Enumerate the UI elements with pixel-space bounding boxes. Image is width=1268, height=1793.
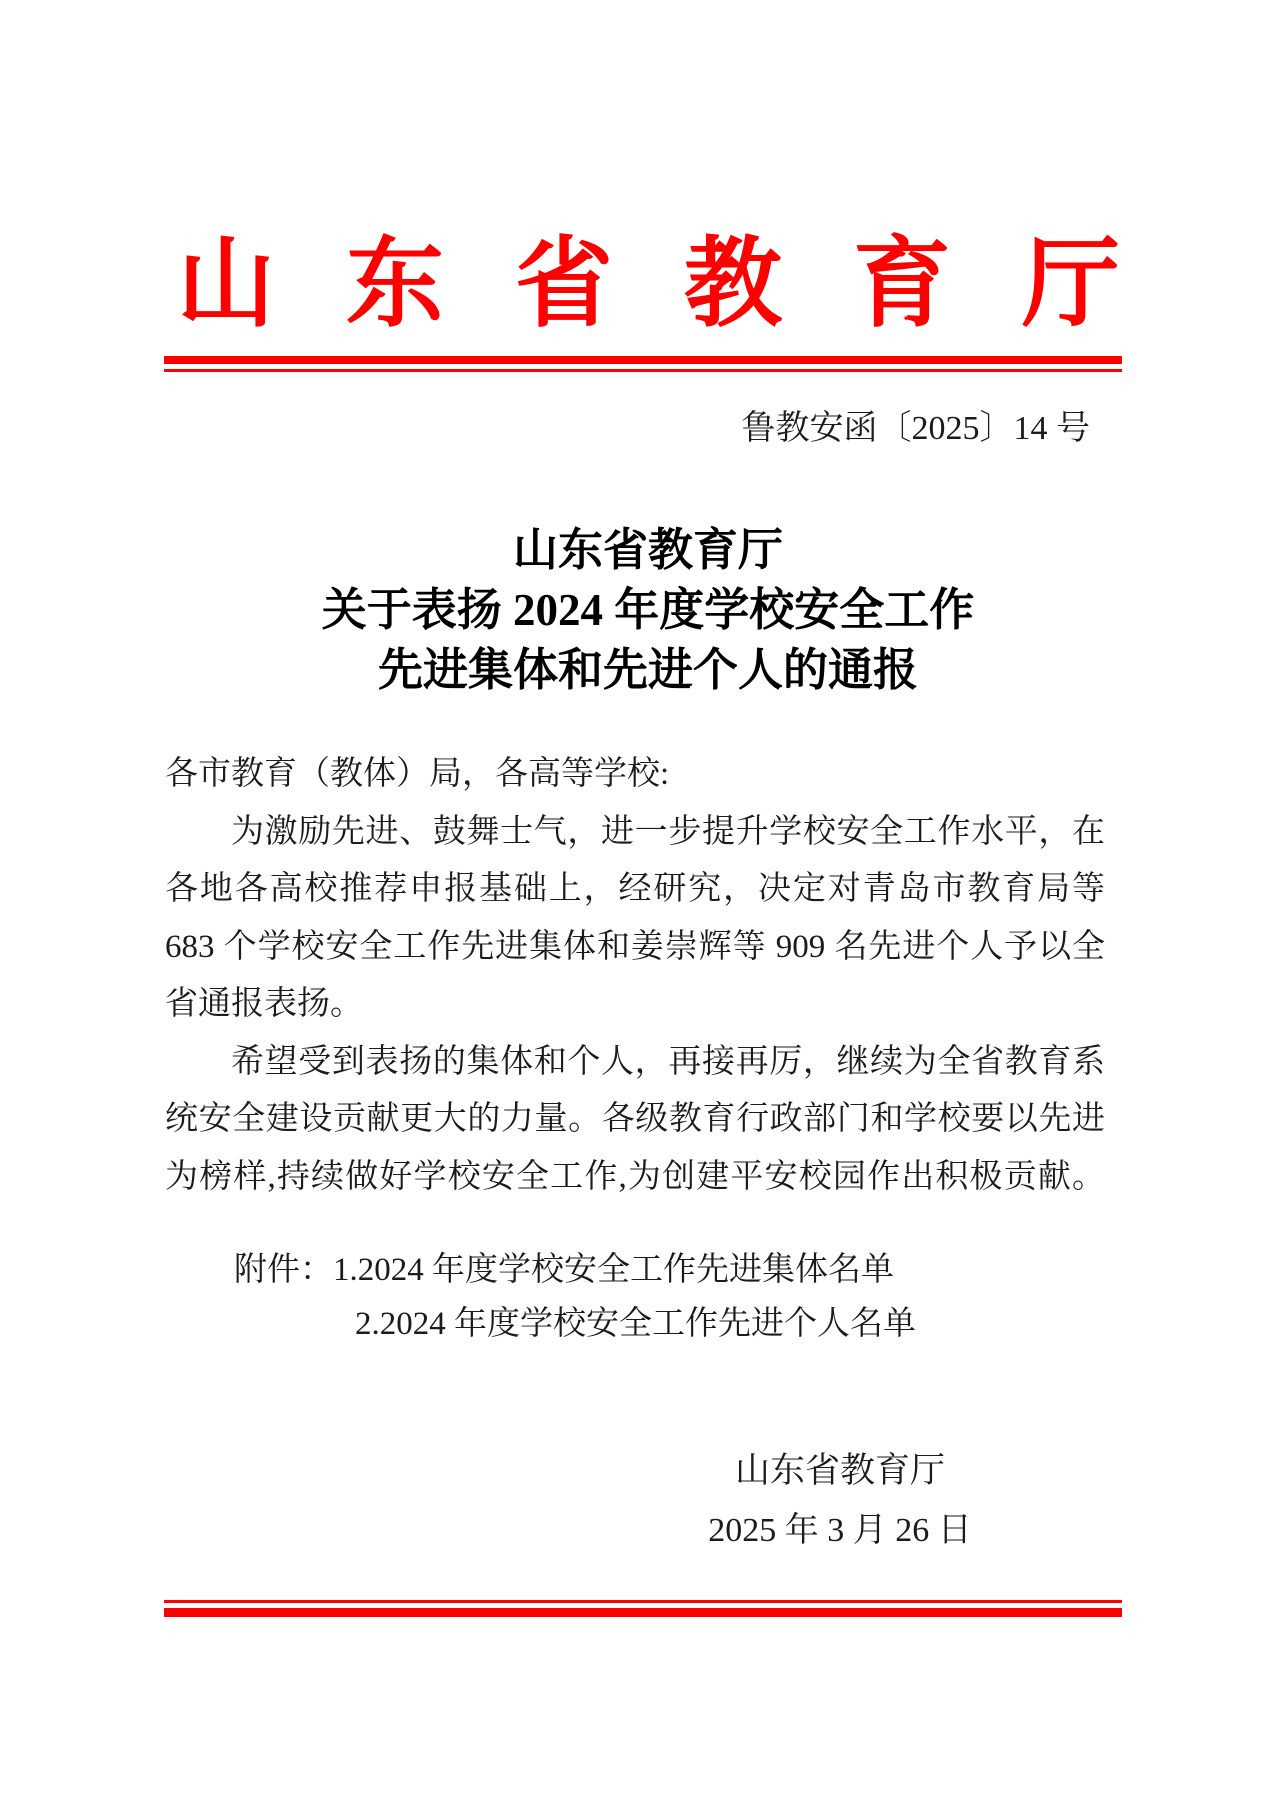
attachment-item-1 [165, 1243, 1105, 1297]
footer-divider-thin-line [164, 1600, 1122, 1603]
agency-masthead: 山东省教育厅 [177, 231, 1192, 339]
paragraph-1-line-4: 省通报表扬。 [165, 986, 363, 1022]
footer-divider [164, 1600, 1122, 1617]
signature-agency: 山东省教育厅 [734, 1451, 945, 1490]
attachments-list [165, 1243, 1105, 1351]
attachment-item-2-text: 2.2024 年度学校安全工作先进个人名单 [355, 1306, 916, 1342]
masthead-divider-thin-line [164, 369, 1122, 372]
document-body [165, 746, 1105, 1206]
attachments-label: 附件： [234, 1252, 333, 1288]
paragraph-2-line-2: 统安全建设贡献更大的力量。各级教育行政部门和学校要以先进 [165, 1101, 1105, 1137]
document-title [165, 520, 1131, 700]
masthead-divider [164, 356, 1122, 372]
paragraph-1-line-3: 683 个学校安全工作先进集体和姜崇辉等 909 名先进个人予以全 [165, 928, 1105, 965]
paragraph-1-line-2: 各地各高校推荐申报基础上，经研究，决定对青岛市教育局等 [165, 871, 1105, 907]
attachment-item-2 [165, 1297, 1105, 1351]
paragraph-2-line-1: 希望受到表扬的集体和个人，再接再厉，继续为全省教育系 [231, 1043, 1105, 1080]
signature-date: 2025 年 3 月 26 日 [708, 1512, 972, 1549]
salutation: 各市教育（教体）局，各高等学校: [165, 756, 670, 792]
document-title-line-2: 关于表扬 2024 年度学校安全工作 [321, 585, 975, 635]
paragraph-2-line-3: 为榜样,持续做好学校安全工作,为创建平安校园作出积极贡献。 [165, 1158, 1105, 1195]
document-number: 鲁教安函〔2025〕14 号 [741, 410, 1090, 447]
document-title-line-3: 先进集体和先进个人的通报 [377, 645, 918, 695]
signature-block [640, 1441, 1040, 1561]
footer-divider-thick-line [164, 1608, 1122, 1617]
paragraph-1-line-1: 为激励先进、鼓舞士气，进一步提升学校安全工作水平，在 [231, 813, 1105, 850]
masthead-divider-thick-line [164, 356, 1122, 364]
attachment-item-1-text: 1.2024 年度学校安全工作先进集体名单 [333, 1252, 894, 1288]
document-title-line-1: 山东省教育厅 [512, 525, 783, 575]
